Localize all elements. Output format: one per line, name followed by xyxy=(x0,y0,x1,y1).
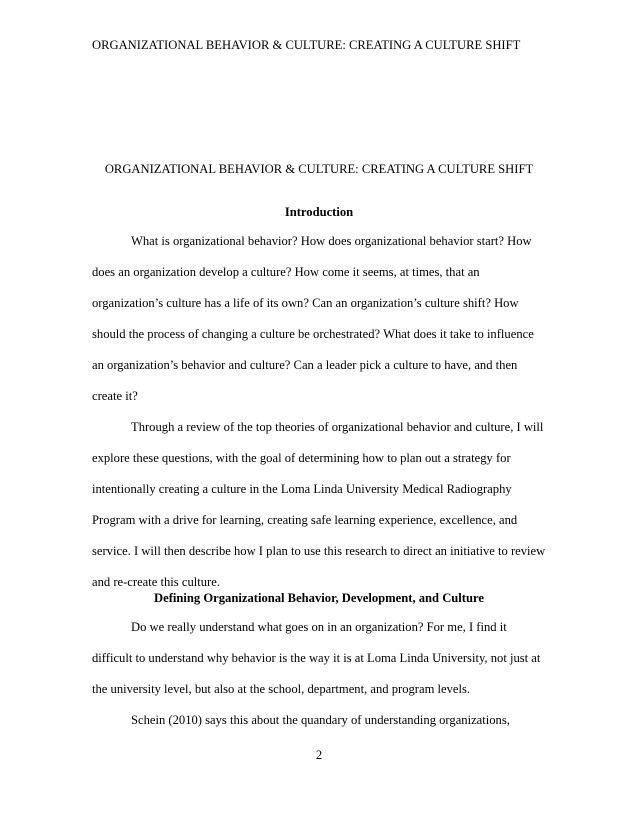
body-line: explore these questions, with the goal of determining how to plan out a strategy for xyxy=(92,451,511,465)
body-line: does an organization develop a culture? How come it seems, at times, that an xyxy=(92,265,480,279)
body-line: Schein (2010) says this about the quandary of understanding organizations, xyxy=(131,713,510,727)
body-line: an organization’s behavior and culture? Can a leader pick a culture to have, and then xyxy=(92,358,518,372)
paper-title: ORGANIZATIONAL BEHAVIOR & CULTURE: CREATING A CULTURE SHIFT xyxy=(104,162,534,176)
body-line: intentionally creating a culture in the Loma Linda University Medical Radiography xyxy=(92,482,512,496)
section-heading-defining: Defining Organizational Behavior, Development, and Culture xyxy=(154,591,484,605)
body-line: create it? xyxy=(92,389,138,403)
body-line: Through a review of the top theories of organizational behavior and culture, I will xyxy=(131,420,544,434)
body-line: difficult to understand why behavior is the way it is at Loma Linda University, not just at xyxy=(92,651,541,665)
body-line: the university level, but also at the school, department, and program levels. xyxy=(92,682,471,696)
body-line: service. I will then describe how I plan to use this research to direct an initiative to review xyxy=(92,544,546,558)
running-head: ORGANIZATIONAL BEHAVIOR & CULTURE: CREATING A CULTURE SHIFT xyxy=(92,38,521,52)
body-line: Do we really understand what goes on in an organization? For me, I find it xyxy=(131,620,507,634)
body-line: should the process of changing a culture be orchestrated? What does it take to influence xyxy=(92,327,534,341)
body-line: and re-create this culture. xyxy=(92,575,220,589)
page-number: 2 xyxy=(315,748,323,762)
body-line: What is organizational behavior? How does organizational behavior start? How xyxy=(131,234,532,248)
section-heading-introduction: Introduction xyxy=(284,205,354,219)
body-line: Program with a drive for learning, creating safe learning experience, excellence, and xyxy=(92,513,518,527)
body-line: organization’s culture has a life of its own? Can an organization’s culture shift? How xyxy=(92,296,519,310)
